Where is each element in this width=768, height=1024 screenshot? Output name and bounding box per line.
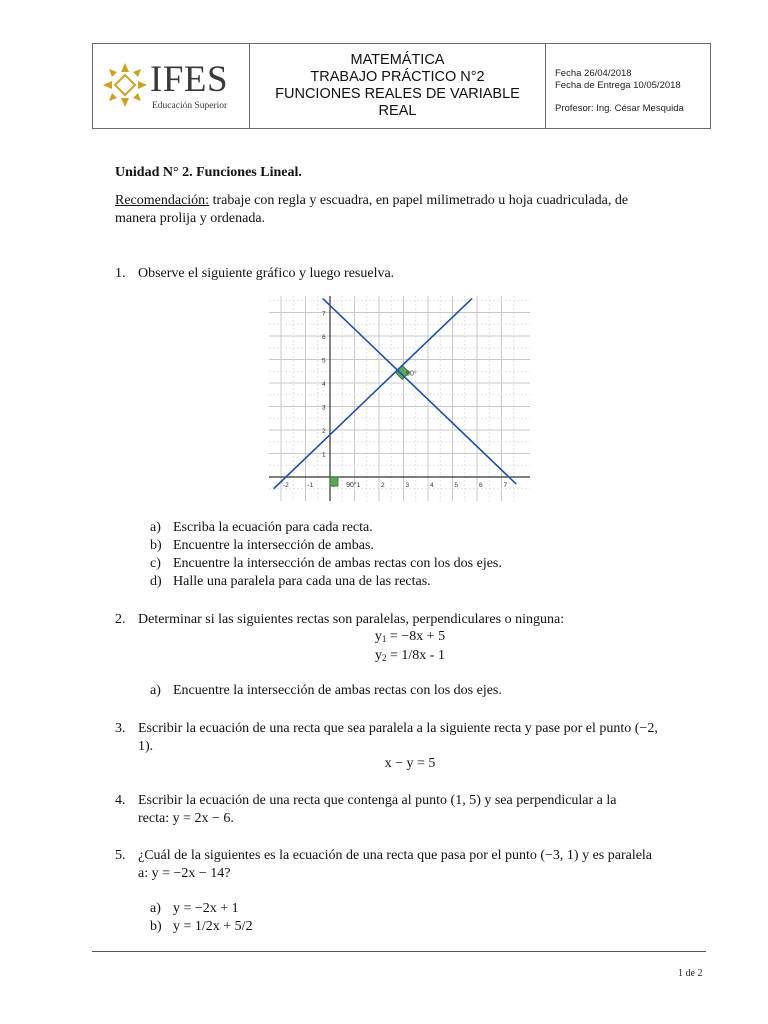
item-letter: a) [150,520,161,535]
item-letter: b) [150,919,162,934]
q5-number: 5. [115,848,126,863]
q1-number: 1. [115,266,126,281]
q1-item-d [150,573,431,591]
eq-sub: 1 [381,634,387,644]
x-tick-label: 1 [356,482,361,489]
x-tick-label: 6 [479,482,483,489]
q1-item-b [150,537,374,555]
y-tick-label: 3 [322,404,326,412]
q2-equation-2 [115,647,705,667]
x-tick-label: -2 [283,482,289,489]
q2-item-a [150,682,502,700]
item-letter: c) [150,556,161,571]
y-tick-label: 6 [322,334,326,341]
right-angle-marker [330,477,338,486]
fecha-entrega: Fecha de Entrega 10/05/2018 [555,80,681,91]
item-text: Encuentre la intersección de ambas. [173,538,374,553]
q5-line-1: ¿Cuál de la siguientes es la ecuación de una recta que pasa por el punto (−3, 1) y es paralela [138,848,653,863]
page-number: 1 de 2 [678,968,703,979]
item-text: y = −2x + 1 [173,901,239,916]
eq-rhs: = 1/8x - 1 [386,648,445,663]
y-tick-label: 1 [322,451,326,459]
item-letter: d) [150,574,162,589]
q3-line-2: 1). [138,739,154,754]
y-tick-label: 5 [322,357,326,365]
q2-number: 2. [115,612,126,627]
series-line [274,298,472,488]
title-line: MATEMÁTICA [350,52,445,68]
header-info [546,44,710,128]
q4-text [138,792,705,828]
logo-cell [93,44,250,128]
x-tick-label: 4 [430,482,434,489]
item-letter: a) [150,683,161,698]
item-text: Escriba la ecuación para cada recta. [173,520,373,535]
x-tick-label: 3 [405,482,410,489]
item-text: y = 1/2x + 5/2 [173,919,253,934]
recomendacion-label: Recomendación: [115,193,210,208]
line-graph [269,296,530,501]
x-tick-label: 7 [503,482,508,489]
recomendacion [115,192,705,228]
q3-equation: x − y = 5 [384,756,436,771]
ifes-logo-icon [100,60,150,110]
q2-equation-1 [115,628,705,648]
q5-text [138,847,705,883]
fecha: Fecha 26/04/2018 [555,68,632,79]
q3-text [138,720,705,756]
item-text: Encuentre la intersección de ambas rectas con los dos ejes. [173,556,502,571]
item-text: Halle una paralela para cada una de las rectas. [173,574,431,589]
q3-number: 3. [115,721,126,736]
item-letter: a) [150,901,161,916]
header-title [250,44,546,128]
document-header [92,43,711,129]
footer-divider [92,951,706,952]
eq-sub: 2 [382,653,387,663]
x-tick-label: -1 [307,482,314,489]
recomendacion-text-2: manera prolija y ordenada. [115,211,266,226]
title-line: REAL [378,103,417,119]
q5-line-2: a: y = −2x − 14? [138,866,231,881]
x-tick-label: 2 [381,482,385,489]
q1-item-a [150,519,373,537]
q5-item-b [150,918,253,936]
profesor: Profesor: Ing. César Mesquida [555,103,684,114]
q3-line-1: Escribir la ecuación de una recta que sea paralela a la siguiente recta y pase por el punto (−2, [138,721,658,736]
item-text: Encuentre la intersección de ambas rectas con los dos ejes. [173,683,502,698]
q4-line-2: recta: y = 2x − 6. [138,811,234,826]
eq-var: y [375,648,383,663]
eq-var: y [374,629,382,644]
q4-line-1: Escribir la ecuación de una recta que contenga al punto (1, 5) y sea perpendicular a la [138,793,617,808]
y-tick-label: 4 [322,381,326,388]
q2-text: Determinar si las siguientes rectas son paralelas, perpendiculares o ninguna: [138,612,565,627]
unidad-heading: Unidad N° 2. Funciones Lineal. [115,165,302,180]
title-line: FUNCIONES REALES DE VARIABLE [275,86,520,102]
eq-rhs: = −8x + 5 [386,629,446,644]
item-letter: b) [150,538,162,553]
y-tick-label: 2 [322,428,326,435]
logo-wordmark: IFES [150,59,229,100]
x-tick-label: 5 [454,482,459,489]
q1-text: Observe el siguiente gráfico y luego resuelva. [138,266,395,281]
angle-label: 90° [346,482,357,490]
q5-item-a [150,900,239,918]
q1-item-c [150,555,502,573]
logo-subtitle: Educación Superior [152,101,228,111]
recomendacion-text: trabaje con regla y escuadra, en papel milimetrado u hoja cuadriculada, de [209,193,629,208]
y-tick-label: 7 [322,310,326,318]
angle-label: 90° [406,370,417,378]
q4-number: 4. [115,793,126,808]
title-line: TRABAJO PRÁCTICO N°2 [310,69,485,85]
series-line [323,298,517,484]
